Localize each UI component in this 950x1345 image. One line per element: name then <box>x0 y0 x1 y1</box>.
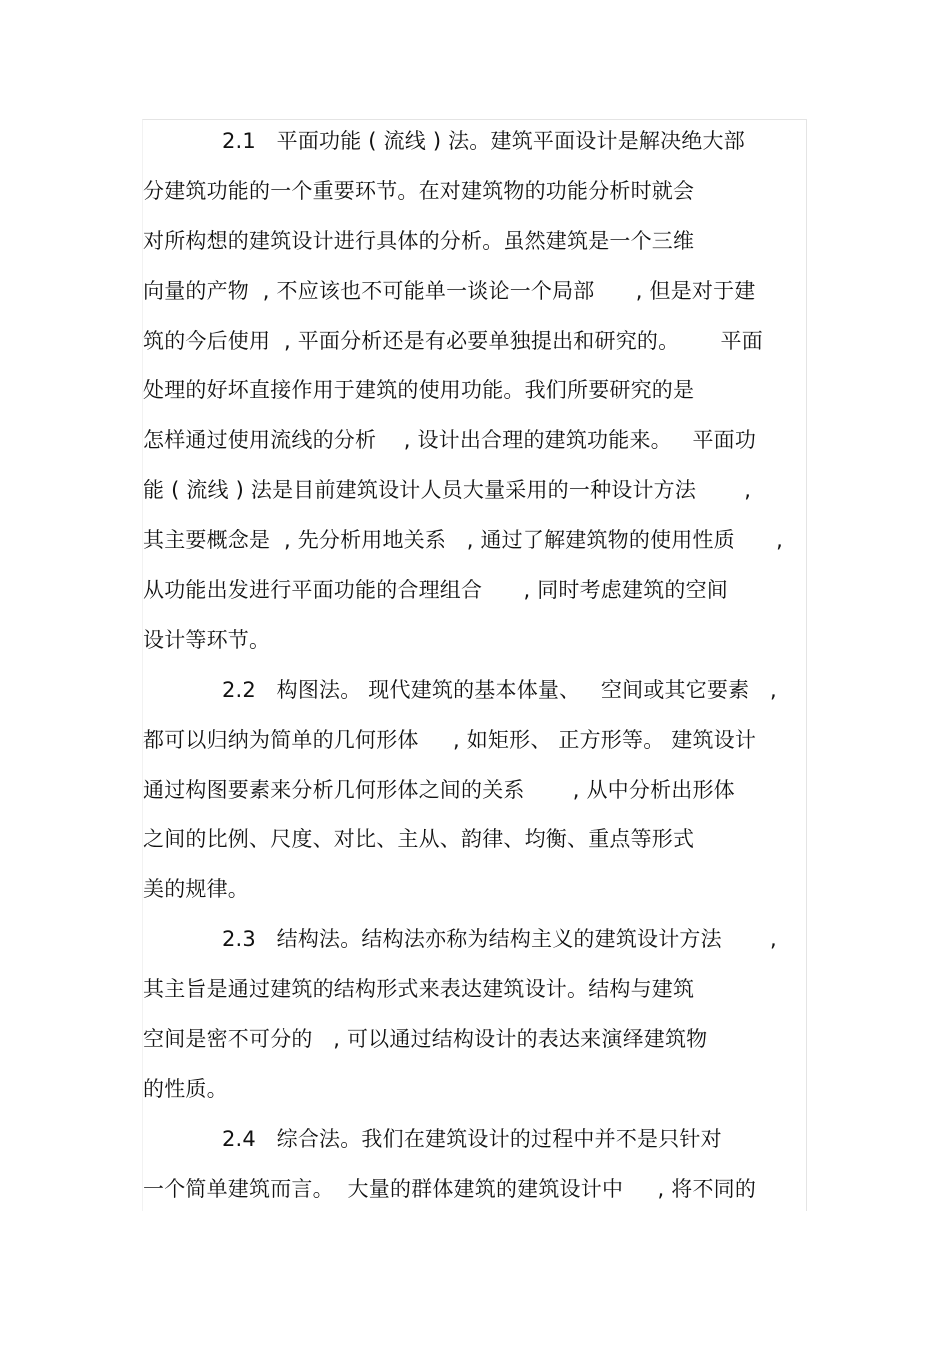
text-line: 处理的好坏直接作用于建筑的使用功能。我们所要研究的是 <box>143 378 695 403</box>
text-line: 从功能出发进行平面功能的合理组合 , 同时考虑建筑的空间 <box>143 578 728 603</box>
text-line: 其主旨是通过建筑的结构形式来表达建筑设计。结构与建筑 <box>143 977 695 1002</box>
text-line: 向量的产物 , 不应该也不可能单一谈论一个局部 , 但是对于建 <box>143 278 756 303</box>
text-line: 设计等环节。 <box>143 627 271 652</box>
text-line: 通过构图要素来分析几何形体之间的关系 , 从中分析出形体 <box>143 777 735 802</box>
text-line: 能 ( 流线 ) 法是目前建筑设计人员大量采用的一种设计方法 , <box>143 478 752 503</box>
text-line: 空间是密不可分的 , 可以通过结构设计的表达来演绎建筑物 <box>143 1027 708 1052</box>
text-line: 怎样通过使用流线的分析 , 设计出合理的建筑功能来。 平面功 <box>143 428 757 453</box>
text-line: 对所构想的建筑设计进行具体的分析。虽然建筑是一个三维 <box>143 228 695 253</box>
text-line: 分建筑功能的一个重要环节。在对建筑物的功能分析时就会 <box>143 178 695 203</box>
text-line: 筑的今后使用 , 平面分析还是有必要单独提出和研究的。 平面 <box>143 328 763 353</box>
text-line: 其主要概念是 , 先分析用地关系 , 通过了解建筑物的使用性质 , <box>143 528 784 553</box>
text-line: 2.2 构图法。 现代建筑的基本体量、 空间或其它要素 , <box>222 677 777 702</box>
text-line: 的性质。 <box>143 1076 228 1101</box>
text-line: 都可以归纳为简单的几何形体 , 如矩形、 正方形等。 建筑设计 <box>143 727 757 752</box>
document-body <box>143 117 823 1215</box>
text-line: 2.1 平面功能 ( 流线 ) 法。建筑平面设计是解决绝大部 <box>222 129 745 153</box>
text-line: 一个简单建筑而言。 大量的群体建筑的建筑设计中 , 将不同的 <box>143 1176 757 1201</box>
text-line: 之间的比例、尺度、对比、主从、韵律、均衡、重点等形式 <box>143 827 695 852</box>
text-line: 2.4 综合法。我们在建筑设计的过程中并不是只针对 <box>222 1126 722 1151</box>
text-line: 美的规律。 <box>143 877 249 902</box>
text-line: 2.3 结构法。结构法亦称为结构主义的建筑设计方法 , <box>222 927 777 952</box>
